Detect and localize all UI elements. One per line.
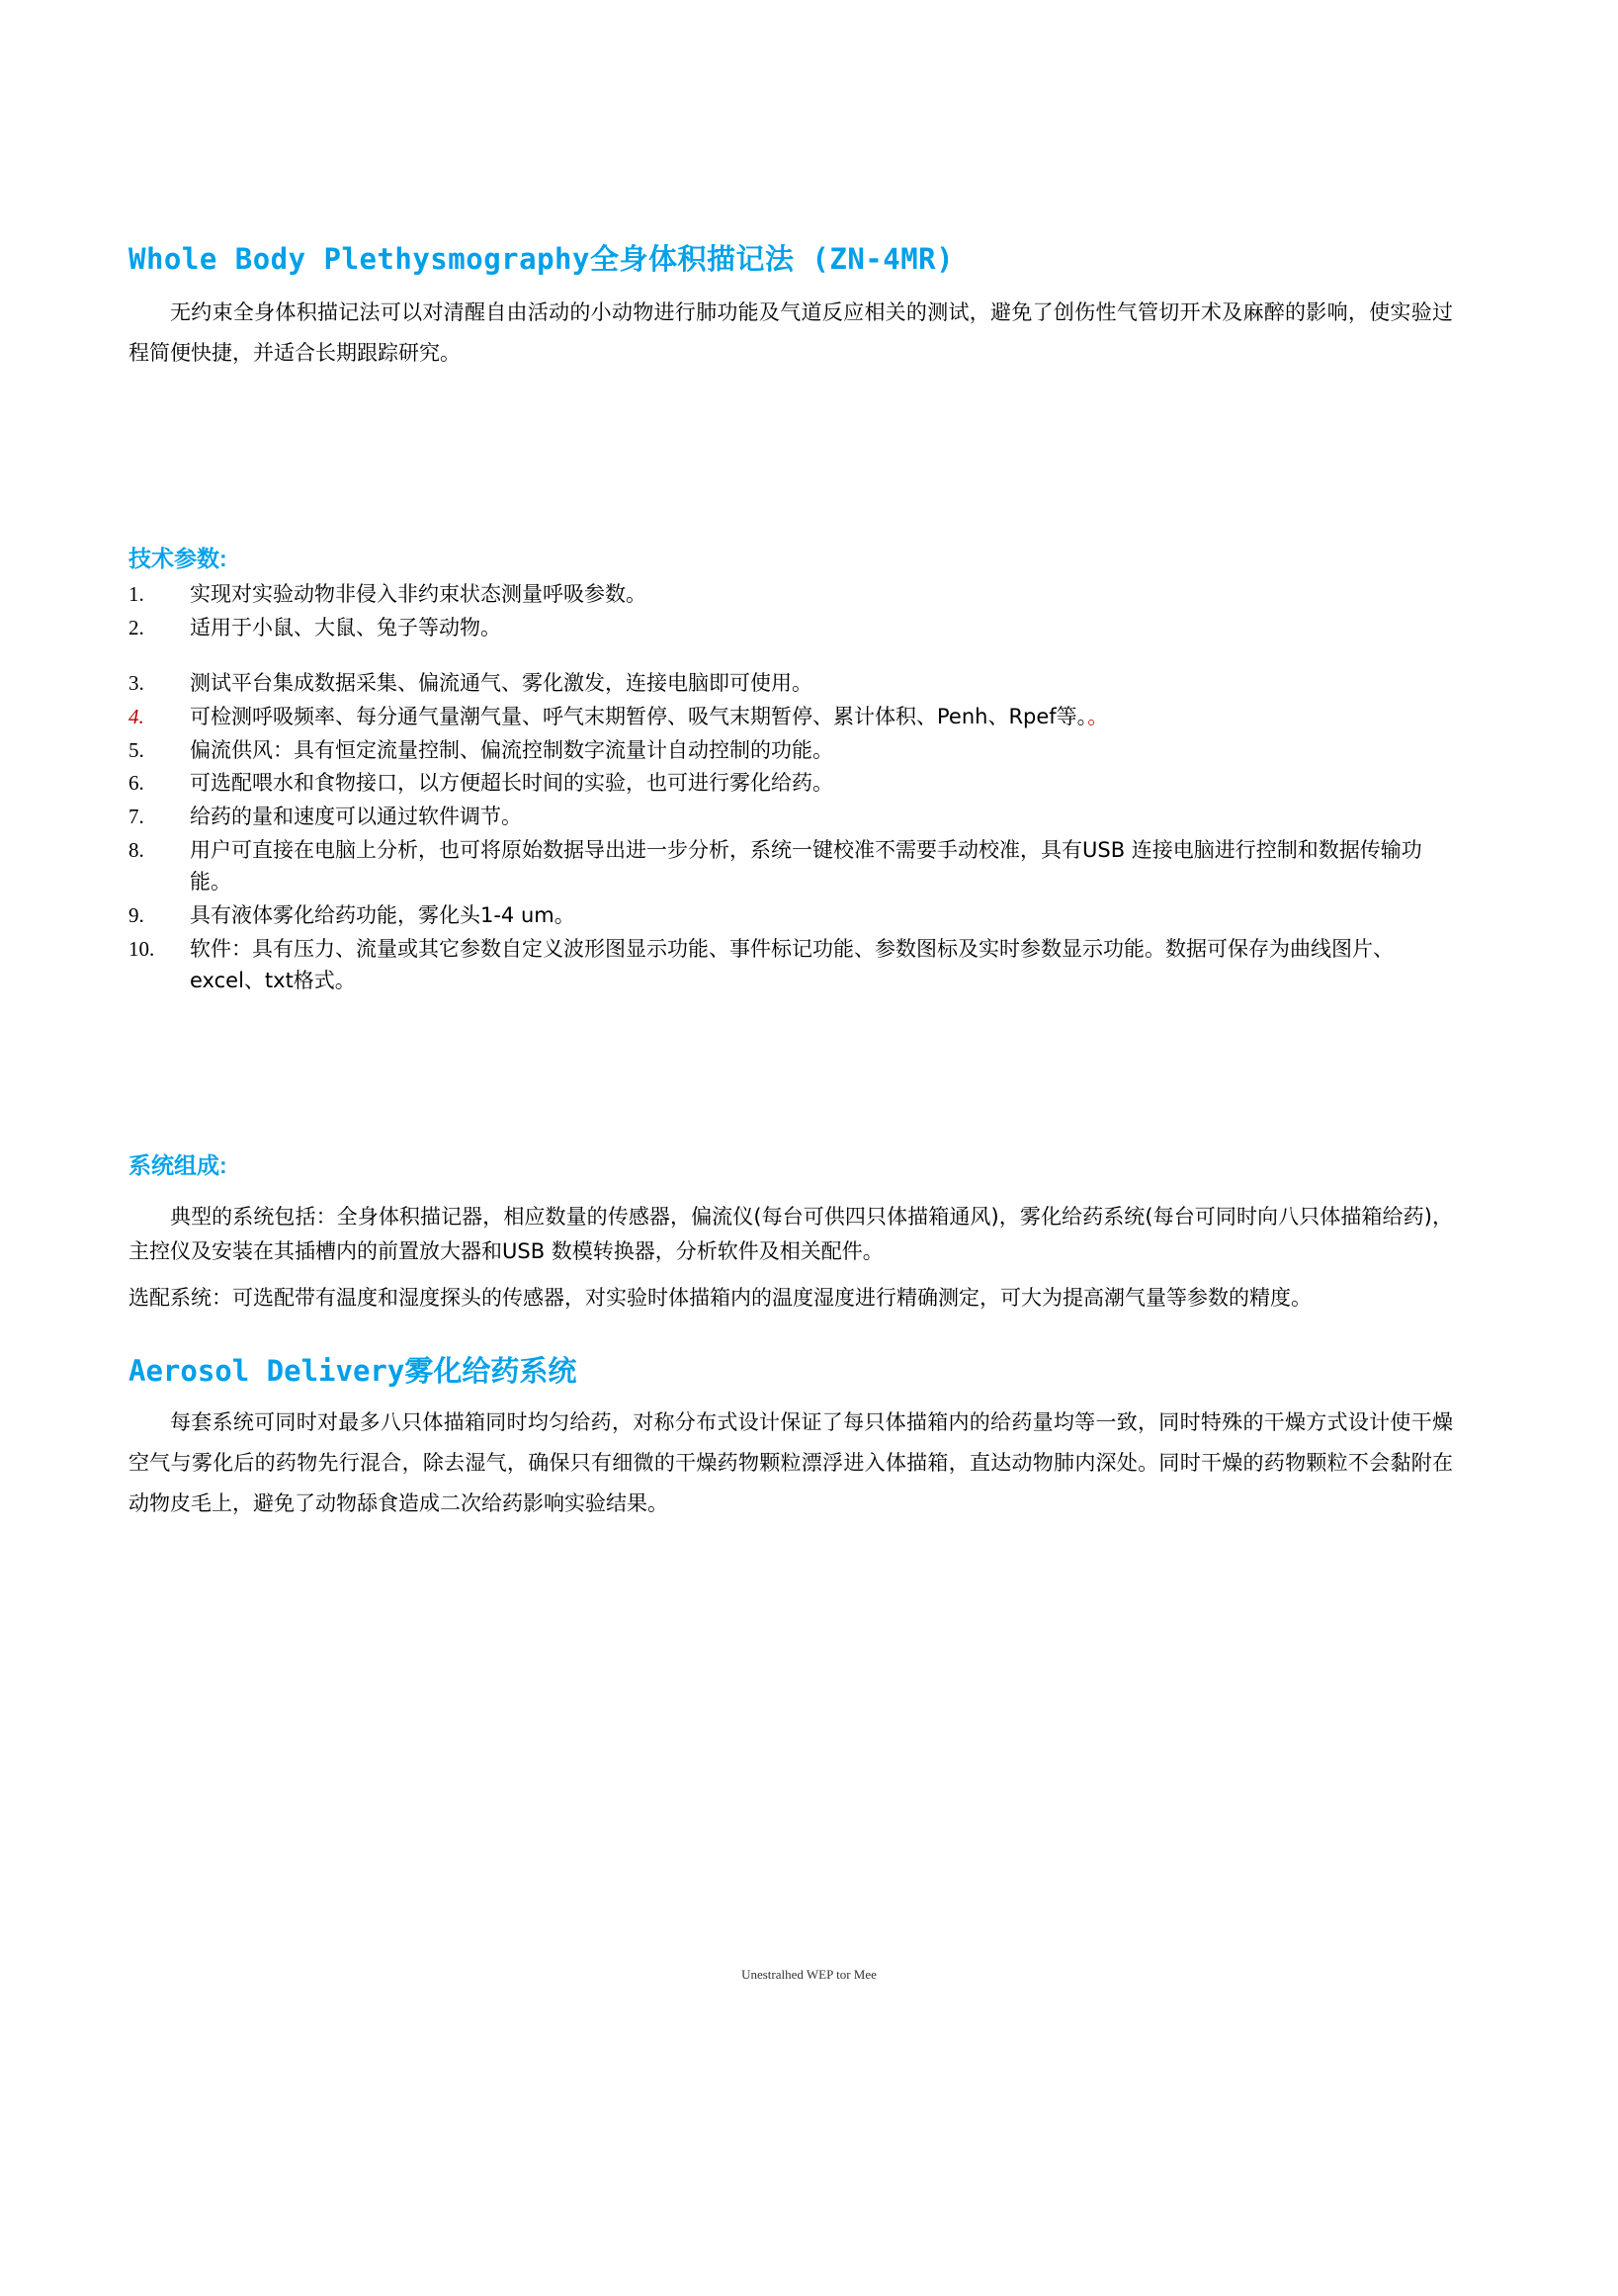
list-item-number: 2. <box>128 615 144 639</box>
list-item-trailing-mark: 。 <box>1087 704 1109 728</box>
list-item-number: 8. <box>128 838 144 863</box>
list-item-text: 可选配喂水和食物接口，以方便超长时间的实验，也可进行雾化给药。 <box>190 771 833 796</box>
list-item-text: 测试平台集成数据采集、偏流通气、雾化激发，连接电脑即可使用。 <box>190 670 812 695</box>
list-item <box>128 802 1453 833</box>
spacer <box>128 999 1453 1118</box>
spacer <box>128 1319 1453 1349</box>
list-item-text: 软件：具有压力、流量或其它参数自定义波形图显示功能、事件标记功能、参数图标及实时参数显示功能。数据可保存为曲线图片、excel、txt格式。 <box>190 936 1394 992</box>
list-item <box>128 613 1453 644</box>
spacer <box>128 1118 1453 1148</box>
list-item-number: 6. <box>128 771 144 796</box>
list-item-number: 9. <box>128 903 144 928</box>
list-item <box>128 934 1453 997</box>
list-item-text: 偏流供风：具有恒定流量控制、偏流控制数字流量计自动控制的功能。 <box>190 737 833 762</box>
list-item-number: 3. <box>128 670 144 695</box>
list-item <box>128 835 1453 898</box>
list-item-text: 适用于小鼠、大鼠、兔子等动物。 <box>190 615 501 639</box>
list-item <box>128 735 1453 767</box>
list-item-text: 可检测呼吸频率、每分通气量潮气量、呼气末期暂停、吸气末期暂停、累计体积、Penh、Rpef等。 <box>190 704 1088 728</box>
specs-list <box>128 579 1453 997</box>
spacer <box>128 375 1453 541</box>
list-item <box>128 668 1453 700</box>
list-item-number: 7. <box>128 805 144 829</box>
list-item <box>128 702 1453 733</box>
spacer <box>128 1186 1453 1200</box>
specs-heading: 技术参数: <box>128 545 227 571</box>
list-item-text: 具有液体雾化给药功能，雾化头1-4 um。 <box>190 903 575 928</box>
document-content <box>128 237 1453 1525</box>
list-item-number: 4. <box>128 704 144 728</box>
list-item <box>128 900 1453 932</box>
system-paragraph-1: 典型的系统包括：全身体积描记器，相应数量的传感器，偏流仪(每台可供四只体描箱通风)，雾化给药系统(每台可同时向八只体描箱给药)，主控仪及安装在其插槽内的前置放大器和USB 数模转换器，分析软件及相关配件。 <box>128 1204 1453 1264</box>
list-item-text: 用户可直接在电脑上分析，也可将原始数据导出进一步分析，系统一键校准不需要手动校准，具有USB 连接电脑进行控制和数据传输功能。 <box>190 838 1422 894</box>
page-title: Whole Body Plethysmography全身体积描记法 (ZN-4MR) <box>128 242 955 276</box>
list-item-number: 5. <box>128 737 144 762</box>
list-item <box>128 768 1453 800</box>
list-item-number: 10. <box>128 936 155 961</box>
list-item-number: 1. <box>128 581 144 606</box>
list-item-text: 给药的量和速度可以通过软件调节。 <box>190 805 522 829</box>
list-item <box>128 579 1453 611</box>
intro-paragraph: 无约束全身体积描记法可以对清醒自由活动的小动物进行肺功能及气道反应相关的测试，避免了创伤性气管切开术及麻醉的影响，使实验过程简便快捷，并适合长期跟踪研究。 <box>128 301 1453 365</box>
system-heading: 系统组成: <box>128 1151 227 1178</box>
list-item-text: 实现对实验动物非侵入非约束状态测量呼吸参数。 <box>190 581 646 606</box>
page-footer: Unestralhed WEP tor Mee <box>741 1967 877 1982</box>
system-paragraph-2: 选配系统：可选配带有温度和湿度探头的传感器，对实验时体描箱内的温度湿度进行精确测定，可大为提高潮气量等参数的精度。 <box>128 1287 1312 1311</box>
aerosol-paragraph: 每套系统可同时对最多八只体描箱同时均匀给药，对称分布式设计保证了每只体描箱内的给药量均等一致，同时特殊的干燥方式设计使干燥空气与雾化后的药物先行混合，除去湿气，确保只有细微的干燥药物颗粒漂浮进入体描箱，直达动物肺内深处。同时干燥的药物颗粒不会黏附在动物皮毛上，避免了动物舔食造成二次给药影响实验结果。 <box>128 1411 1453 1516</box>
aerosol-section-title: Aerosol Delivery雾化给药系统 <box>128 1354 577 1389</box>
